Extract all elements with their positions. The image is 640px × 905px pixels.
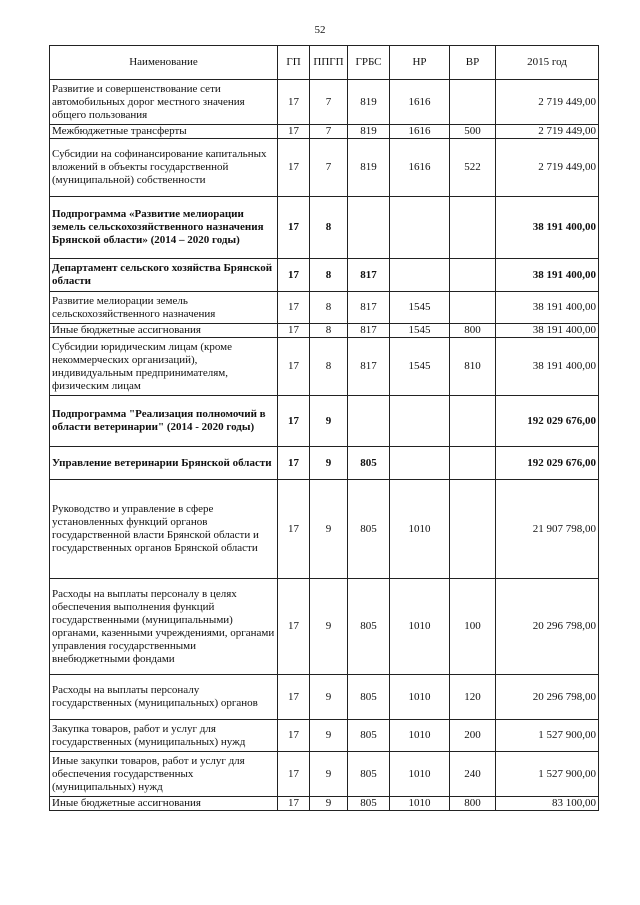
table-row [50,292,599,324]
cell-name: Иные бюджетные ассигнования [50,797,278,811]
table-header-row [50,46,599,80]
cell-gp: 17 [278,139,310,197]
cell-grbs: 805 [348,579,390,675]
table-row [50,720,599,752]
table-row [50,324,599,338]
page-number: 52 [314,24,326,36]
cell-name: Департамент сельского хозяйства Брянской области [50,259,278,292]
cell-nr: 1010 [390,752,450,797]
table-row [50,752,599,797]
cell-vr: 522 [450,139,496,197]
cell-gp: 17 [278,197,310,259]
cell-grbs: 817 [348,259,390,292]
cell-grbs: 819 [348,139,390,197]
cell-vr: 200 [450,720,496,752]
column-header-nr: НР [390,46,450,80]
cell-amount: 38 191 400,00 [496,324,599,338]
cell-amount: 83 100,00 [496,797,599,811]
cell-vr [450,197,496,259]
cell-name: Иные бюджетные ассигнования [50,324,278,338]
cell-name: Межбюджетные трансферты [50,125,278,139]
cell-grbs: 819 [348,125,390,139]
cell-nr: 1616 [390,125,450,139]
cell-gp: 17 [278,480,310,579]
cell-nr: 1010 [390,579,450,675]
cell-grbs [348,396,390,447]
cell-vr [450,292,496,324]
cell-grbs: 817 [348,324,390,338]
cell-name: Расходы на выплаты персоналу в целях обеспечения выполнения функций государственными (муниципальными) органами, казенными учреждениями, органами управления государственными внебюджетными фондами [50,579,278,675]
table-row [50,579,599,675]
column-header-ppgp: ППГП [310,46,348,80]
cell-ppgp: 7 [310,80,348,125]
cell-ppgp: 8 [310,324,348,338]
cell-ppgp: 9 [310,579,348,675]
table-row [50,197,599,259]
cell-amount: 192 029 676,00 [496,447,599,480]
table-row [50,447,599,480]
cell-gp: 17 [278,579,310,675]
table-row [50,338,599,396]
cell-name: Развитие мелиорации земель сельскохозяйственного назначения [50,292,278,324]
table-row [50,125,599,139]
budget-table [49,45,599,811]
cell-amount: 38 191 400,00 [496,197,599,259]
cell-grbs: 805 [348,480,390,579]
cell-name: Субсидии юридическим лицам (кроме некоммерческих организаций), индивидуальным предпринимателям, физическим лицам [50,338,278,396]
cell-ppgp: 9 [310,396,348,447]
cell-gp: 17 [278,396,310,447]
cell-amount: 38 191 400,00 [496,292,599,324]
cell-amount: 20 296 798,00 [496,675,599,720]
cell-ppgp: 8 [310,338,348,396]
cell-grbs: 805 [348,752,390,797]
table-row [50,480,599,579]
cell-name: Развитие и совершенствование сети автомобильных дорог местного значения общего пользования [50,80,278,125]
table-row [50,797,599,811]
cell-grbs: 805 [348,720,390,752]
cell-nr: 1010 [390,797,450,811]
table-row [50,396,599,447]
cell-nr [390,396,450,447]
cell-amount: 38 191 400,00 [496,338,599,396]
cell-name: Управление ветеринарии Брянской области [50,447,278,480]
cell-ppgp: 9 [310,797,348,811]
cell-grbs: 805 [348,447,390,480]
cell-nr: 1616 [390,139,450,197]
cell-nr: 1545 [390,338,450,396]
cell-gp: 17 [278,338,310,396]
cell-nr: 1010 [390,720,450,752]
cell-gp: 17 [278,259,310,292]
cell-vr [450,80,496,125]
cell-grbs: 817 [348,292,390,324]
cell-amount: 2 719 449,00 [496,80,599,125]
cell-ppgp: 9 [310,480,348,579]
cell-amount: 2 719 449,00 [496,139,599,197]
table-row [50,259,599,292]
cell-ppgp: 9 [310,675,348,720]
cell-name: Закупка товаров, работ и услуг для государственных (муниципальных) нужд [50,720,278,752]
cell-vr: 120 [450,675,496,720]
cell-amount: 2 719 449,00 [496,125,599,139]
cell-ppgp: 9 [310,752,348,797]
cell-gp: 17 [278,125,310,139]
table-row [50,139,599,197]
cell-ppgp: 7 [310,139,348,197]
cell-vr: 800 [450,797,496,811]
cell-name: Подпрограмма "Реализация полномочий в области ветеринарии" (2014 - 2020 годы) [50,396,278,447]
cell-gp: 17 [278,797,310,811]
cell-nr: 1545 [390,324,450,338]
cell-name: Расходы на выплаты персоналу государственных (муниципальных) органов [50,675,278,720]
cell-ppgp: 8 [310,292,348,324]
cell-vr: 810 [450,338,496,396]
cell-nr: 1010 [390,480,450,579]
cell-nr: 1616 [390,80,450,125]
cell-gp: 17 [278,675,310,720]
cell-nr [390,197,450,259]
cell-ppgp: 8 [310,197,348,259]
cell-grbs: 819 [348,80,390,125]
cell-grbs: 805 [348,797,390,811]
cell-ppgp: 9 [310,447,348,480]
column-header-gp: ГП [278,46,310,80]
cell-gp: 17 [278,80,310,125]
cell-amount: 192 029 676,00 [496,396,599,447]
cell-vr [450,259,496,292]
table-body [50,80,599,811]
cell-grbs [348,197,390,259]
cell-vr [450,480,496,579]
table-row [50,80,599,125]
cell-ppgp: 9 [310,720,348,752]
cell-gp: 17 [278,752,310,797]
cell-name: Руководство и управление в сфере установленных функций органов государственной власти Брянской области и государственных органов Брянской области [50,480,278,579]
cell-vr [450,447,496,480]
cell-ppgp: 7 [310,125,348,139]
cell-grbs: 805 [348,675,390,720]
cell-amount: 1 527 900,00 [496,720,599,752]
cell-vr: 800 [450,324,496,338]
cell-nr: 1010 [390,675,450,720]
table-row [50,675,599,720]
cell-gp: 17 [278,324,310,338]
column-header-year: 2015 год [496,46,599,80]
cell-ppgp: 8 [310,259,348,292]
cell-amount: 38 191 400,00 [496,259,599,292]
cell-amount: 1 527 900,00 [496,752,599,797]
cell-name: Иные закупки товаров, работ и услуг для обеспечения государственных (муниципальных) нужд [50,752,278,797]
cell-nr [390,447,450,480]
cell-vr [450,396,496,447]
cell-nr [390,259,450,292]
cell-amount: 20 296 798,00 [496,579,599,675]
column-header-grbs: ГРБС [348,46,390,80]
cell-name: Субсидии на софинансирование капитальных вложений в объекты государственной (муниципальной) собственности [50,139,278,197]
cell-vr: 100 [450,579,496,675]
column-header-name: Наименование [50,46,278,80]
cell-gp: 17 [278,720,310,752]
cell-vr: 500 [450,125,496,139]
cell-grbs: 817 [348,338,390,396]
cell-amount: 21 907 798,00 [496,480,599,579]
cell-gp: 17 [278,447,310,480]
cell-name: Подпрограмма «Развитие мелиорации земель сельскохозяйственного назначения Брянской области» (2014 – 2020 годы) [50,197,278,259]
cell-gp: 17 [278,292,310,324]
cell-nr: 1545 [390,292,450,324]
cell-vr: 240 [450,752,496,797]
column-header-vr: ВР [450,46,496,80]
